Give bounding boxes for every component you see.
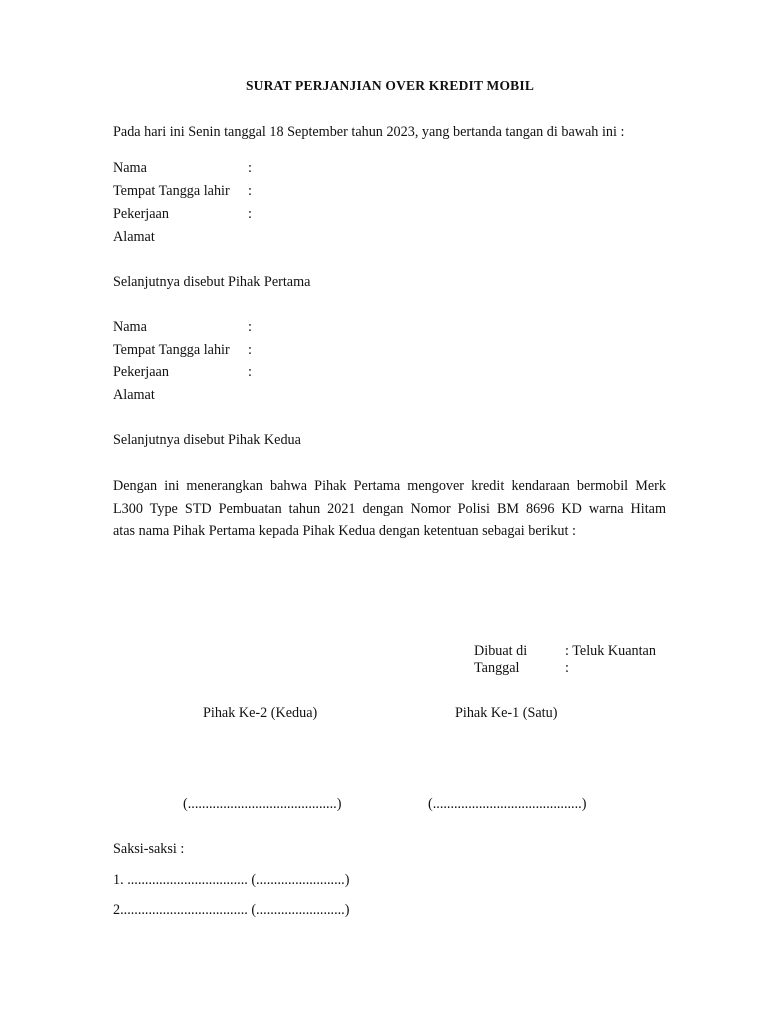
agreement-line: L300 Type STD Pembuatan tahun 2021 dengan Nomor Polisi BM 8696 KD warna Hitam <box>113 500 666 517</box>
field-colon: : <box>248 160 252 176</box>
field-label: Nama <box>113 160 147 176</box>
agreement-line: Dengan ini menerangkan bahwa Pihak Pertama mengover kredit kendaraan bermobil Merk <box>113 478 666 494</box>
place-date-block <box>474 643 674 683</box>
field-label: Tempat Tangga lahir <box>113 183 230 199</box>
field-label: Pekerjaan <box>113 206 169 222</box>
field-colon: : <box>248 183 252 199</box>
signature-label-party2: Pihak Ke-2 (Kedua) <box>203 705 318 721</box>
signature-blank-party1: (..........................................) <box>428 796 587 812</box>
party1-note: Selanjutnya disebut Pihak Pertama <box>113 274 311 290</box>
intro-text: Pada hari ini Senin tanggal 18 September tahun 2023, yang bertanda tangan di bawah ini : <box>113 124 625 140</box>
field-label: Alamat <box>113 229 155 245</box>
agreement-line: atas nama Pihak Pertama kepada Pihak Kedua dengan ketentuan sebagai berikut : <box>113 523 576 540</box>
signature-blank-party2: (..........................................) <box>183 796 342 812</box>
made-at-label: Dibuat di <box>474 643 528 659</box>
signature-label-party1: Pihak Ke-1 (Satu) <box>455 705 558 721</box>
field-label: Tempat Tangga lahir <box>113 342 230 358</box>
party2-note: Selanjutnya disebut Pihak Kedua <box>113 432 301 448</box>
field-label: Alamat <box>113 387 155 403</box>
field-label: Nama <box>113 319 147 335</box>
field-label: Pekerjaan <box>113 364 169 380</box>
field-colon: : <box>248 364 252 380</box>
witness-label: Saksi-saksi : <box>113 841 185 857</box>
date-label: Tanggal <box>474 660 520 676</box>
witness-line-2: 2.................................... (.........................) <box>113 902 350 918</box>
made-at-value: : Teluk Kuantan <box>565 643 656 659</box>
field-colon: : <box>248 319 252 335</box>
field-colon: : <box>248 206 252 222</box>
agreement-paragraph <box>113 475 666 543</box>
witness-line-1: 1. .................................. (.........................) <box>113 872 350 888</box>
document-title: SURAT PERJANJIAN OVER KREDIT MOBIL <box>245 78 535 93</box>
date-value: : <box>565 660 569 676</box>
field-colon: : <box>248 342 252 358</box>
